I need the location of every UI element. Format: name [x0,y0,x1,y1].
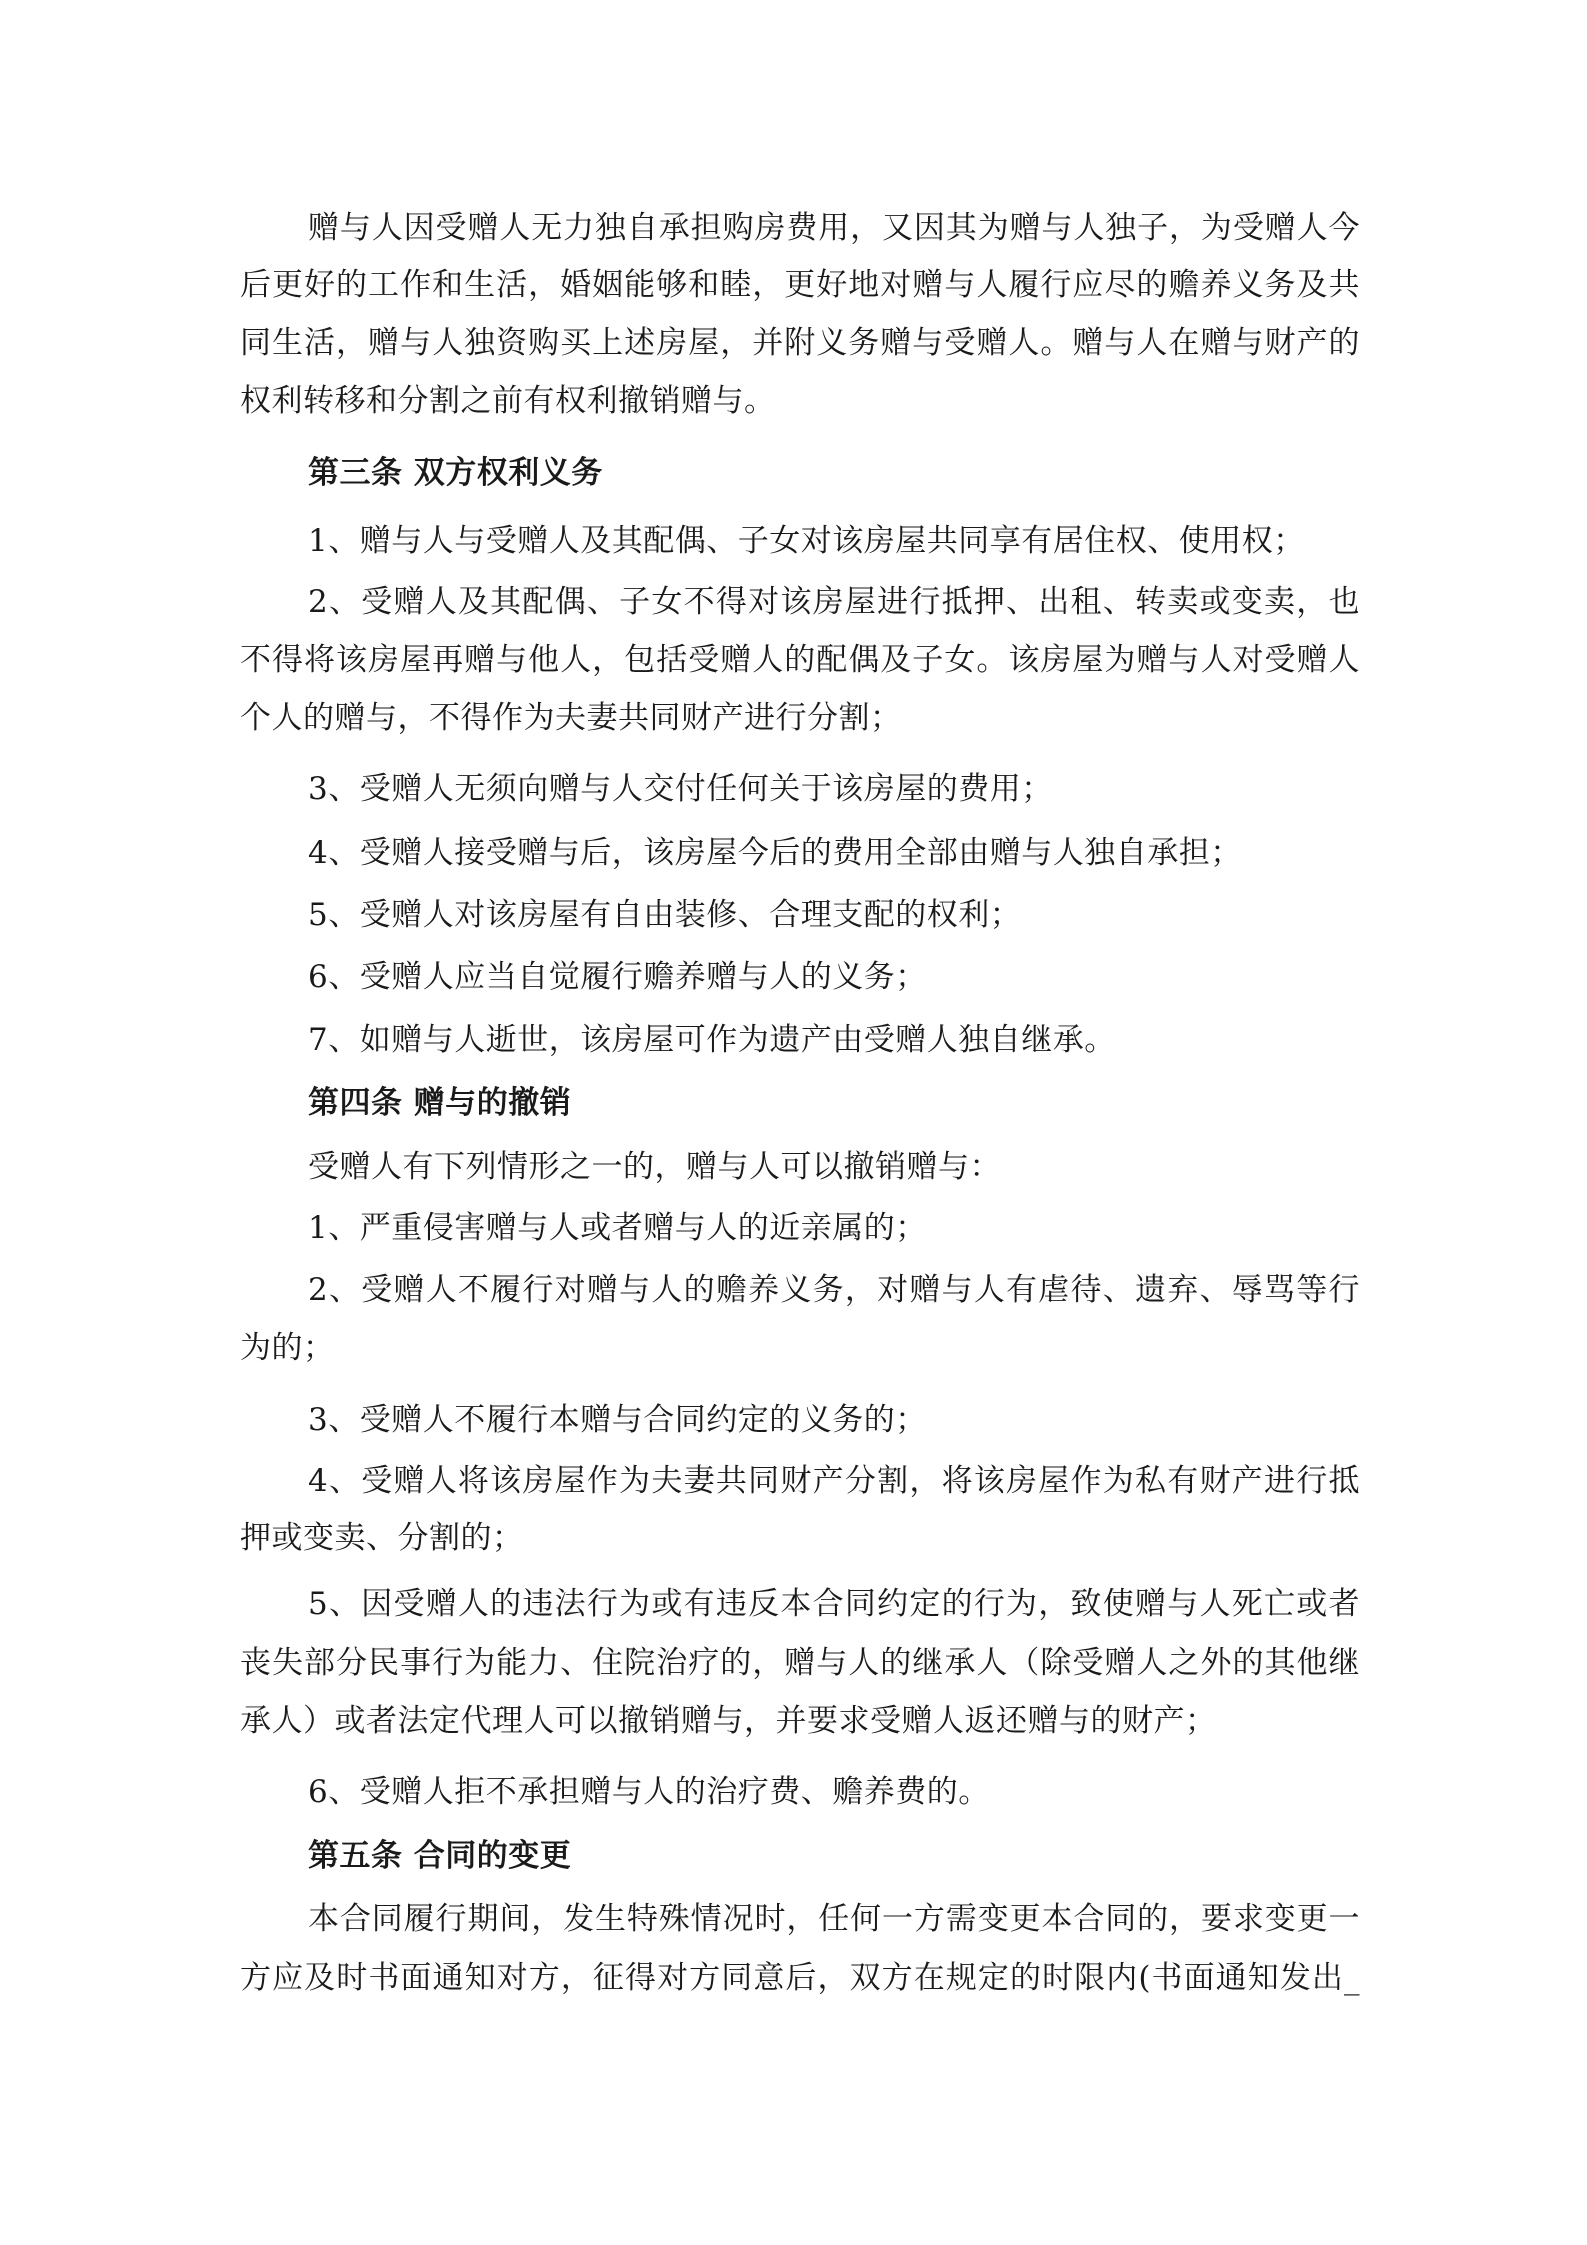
paragraph-line: 本合同履行期间，发生特殊情况时，任何一方需变更本合同的，要求变更一 [308,1901,1360,1937]
list-item-continuation: 丧失部分民事行为能力、住院治疗的，赠与人的继承人（除受赠人之外的其他继 [240,1645,1360,1681]
list-item: 3、受赠人不履行本赠与合同约定的义务的； [308,1402,927,1438]
article-3-heading: 第三条 双方权利义务 [308,455,603,491]
list-item-continuation: 承人）或者法定代理人可以撤销赠与，并要求受赠人返还赠与的财产； [240,1703,1217,1739]
list-item: 6、受赠人应当自觉履行赡养赠与人的义务； [308,959,927,995]
article-4-intro: 受赠人有下列情形之一的，赠与人可以撤销赠与： [308,1149,1001,1185]
list-item: 4、受赠人接受赠与后，该房屋今后的费用全部由赠与人独自承担； [308,835,1242,871]
list-item: 2、受赠人及其配偶、子女不得对该房屋进行抵押、出租、转卖或变卖，也 [308,584,1360,620]
paragraph-line: 同生活，赠与人独资购买上述房屋，并附义务赠与受赠人。赠与人在赠与财产的 [240,325,1360,361]
list-item-continuation: 不得将该房屋再赠与他人，包括受赠人的配偶及子女。该房屋为赠与人对受赠人 [240,642,1360,678]
list-item: 5、受赠人对该房屋有自由装修、合理支配的权利； [308,897,1022,933]
list-item: 1、赠与人与受赠人及其配偶、子女对该房屋共同享有居住权、使用权； [308,523,1305,559]
list-item: 1、严重侵害赠与人或者赠与人的近亲属的； [308,1210,927,1246]
list-item: 2、受赠人不履行对赠与人的赡养义务，对赠与人有虐待、遗弃、辱骂等行 [308,1272,1360,1308]
paragraph-line: 后更好的工作和生活，婚姻能够和睦，更好地对赠与人履行应尽的赡养义务及共 [240,267,1360,303]
list-item: 7、如赠与人逝世，该房屋可作为遗产由受赠人独自继承。 [308,1022,1116,1058]
article-5-heading: 第五条 合同的变更 [308,1838,572,1874]
list-item: 5、因受赠人的违法行为或有违反本合同约定的行为，致使赠与人死亡或者 [308,1586,1360,1622]
list-item: 4、受赠人将该房屋作为夫妻共同财产分割，将该房屋作为私有财产进行抵 [308,1463,1360,1499]
paragraph-line: 方应及时书面通知对方，征得对方同意后，双方在规定的时限内(书面通知发出_ [240,1960,1360,1996]
list-item-continuation: 押或变卖、分割的； [240,1520,524,1556]
list-item-continuation: 个人的赠与，不得作为夫妻共同财产进行分割； [240,700,902,736]
paragraph-line: 权利转移和分割之前有权利撤销赠与。 [240,383,776,419]
list-item-continuation: 为的； [240,1330,335,1366]
article-4-heading: 第四条 赠与的撤销 [308,1085,572,1121]
paragraph-line: 赠与人因受赠人无力独自承担购房费用，又因其为赠与人独子，为受赠人今 [308,210,1360,246]
list-item: 3、受赠人无须向赠与人交付任何关于该房屋的费用； [308,771,1053,807]
list-item: 6、受赠人拒不承担赠与人的治疗费、赡养费的。 [308,1774,990,1810]
